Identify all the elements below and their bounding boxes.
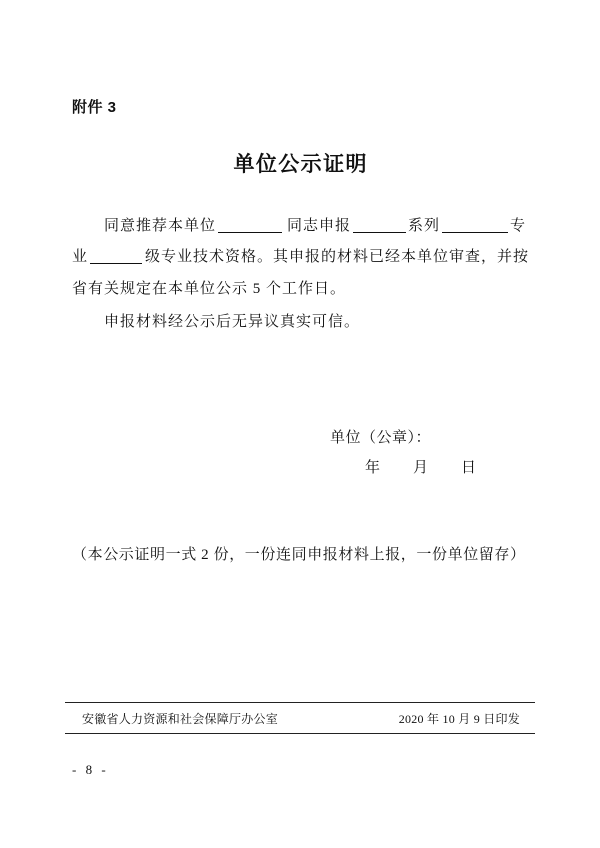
text-segment: 级专业技术资格。其申报的材料已经本单位审查，并按 [145,249,530,265]
paragraph-1-line-1 [104,216,526,236]
footer-top-rule [65,702,535,703]
seal-label: 单位（公章）： [330,430,432,446]
nominee-name-blank [218,218,282,233]
paragraph-1-line-2 [72,247,529,267]
date-year-label: 年 [365,460,381,476]
paragraph-1-line-3: 省有关规定在本单位公示 5 个工作日。 [72,281,347,297]
date-month-label: 月 [413,460,429,476]
text-segment: 系列 [408,218,441,234]
text-segment: 同意推荐本单位 [104,218,217,234]
attachment-label: 附件 3 [72,99,117,116]
paragraph-2: 申报材料经公示后无异议真实可信。 [104,314,361,330]
series-blank [353,218,406,233]
date-day-label: 日 [461,460,477,476]
specialty-blank [442,218,508,233]
text-segment: 业 [72,249,89,265]
level-blank [90,249,142,264]
footer-issue-date: 2020 年 10 月 9 日印发 [398,712,520,726]
footer-bottom-rule [65,733,535,734]
copies-note: （本公示证明一式 2 份，一份连同申报材料上报，一份单位留存） [72,547,526,563]
text-segment: 同志申报 [287,218,352,234]
document-title: 单位公示证明 [233,152,368,176]
footer-issuer: 安徽省人力资源和社会保障厅办公室 [82,712,279,726]
page-number: - 8 - [72,762,109,777]
text-segment: 专 [510,218,527,234]
